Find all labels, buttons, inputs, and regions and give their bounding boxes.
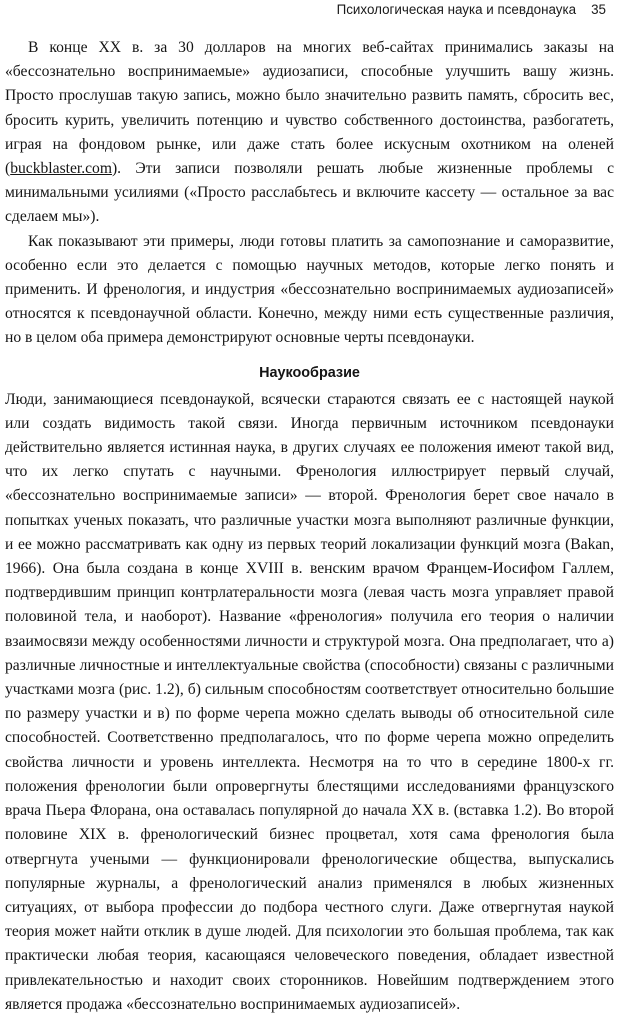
paragraph-intro-start: В конце XX в. за 30 долларов на многих веб-сайтах принимались заказы на «бессознательно воспринимаемые» аудиозаписи, способные улучшить вашу жизнь. Просто прослушав такую запись, можно было значительно развить память, сбросить вес, бросить курить, увеличить потенцию и чувство собственного достоинства, разбогатеть, играя на фондовом рынке, или даже стать более искусным охотником на оленей ( bbox=[5, 39, 614, 178]
page-number: 35 bbox=[591, 2, 606, 17]
running-title: Психологическая наука и псевдонаука bbox=[336, 2, 577, 17]
paragraph-examples: Как показывают эти примеры, люди готовы платить за самопознание и саморазвитие, особенно если это делается с помощью научных методов, которые легко понять и применить. И френология, и индустрия «бессознательно воспринимаемых аудиозаписей» относятся к псевдонаучной области. Конечно, между ними есть существенные различия, но в целом оба примера демонстрируют основные черты псевдонауки. bbox=[5, 232, 614, 347]
section-heading: Наукообразие bbox=[259, 364, 360, 381]
paragraph-intro-end: ). Эти записи позволяли решать любые жизненные проблемы с минимальными усилиями («Просто расслабьтесь и включите кассету — остальное за вас сделаем мы»). bbox=[5, 160, 614, 226]
body-text bbox=[5, 36, 614, 1017]
running-header bbox=[337, 0, 606, 20]
website-link[interactable]: buckblaster.com bbox=[10, 160, 112, 178]
paragraph-intro bbox=[5, 36, 614, 230]
paragraph-scientism: Люди, занимающиеся псевдонаукой, всячески стараются связать ее с настоящей наукой или создать видимость такой связи. Иногда первичным источником псевдонауки действительно является истинная наука, в других случаях ее положения имеют такой вид, что их легко спутать с научными. Френология иллюстрирует первый случай, «бессознательно воспринимаемые записи» — второй. Френология берет свое начало в попытках ученых показать, что различные участки мозга выполняют различные функции, и ее можно рассматривать как одну из первых теорий локализации функций мозга (Bakan, 1966). Она была создана в конце XVIII в. венским врачом Францем-Иосифом Галлем, подтвердившим принцип контрлатеральности мозга (левая часть мозга управляет правой половиной тела, и наоборот). Название «френология» получила его теория о наличии взаимосвязи между особенностями личности и структурой мозга. Она предполагает, что а) различные личностные и интеллектуальные свойства (способности) связаны с различными участками мозга (рис. 1.2), б) сильным способностям соответствует относительно большие по размеру участки и в) по форме черепа можно сделать выводы об относительной силе способностей. Соответственно предполагалось, что по форме черепа можно определить свойства личности и уровень интеллекта. Несмотря на то что в середине 1800-х гг. положения френологии были опровергнуты блестящими исследованиями французского врача Пьера Флорана, она оставалась популярной до начала XX в. (вставка 1.2). Во второй половине XIX в. френологический бизнес процветал, хотя сама френология была отвергнута учеными — функционировали френологические общества, выпускались популярные журналы, а френологический анализ применялся в любых жизненных ситуациях, от выбора профессии до подбора честного слуги. Даже отвергнутая наукой теория может найти отклик в душе людей. Для психологии это большая проблема, так как практически любая теория, касающаяся человеческого поведения, обладает известной привлекательностью и находит своих сторонников. Новейшим подтверждением этого является продажа «бессознательно воспринимаемых аудиозаписей». bbox=[5, 390, 614, 1013]
